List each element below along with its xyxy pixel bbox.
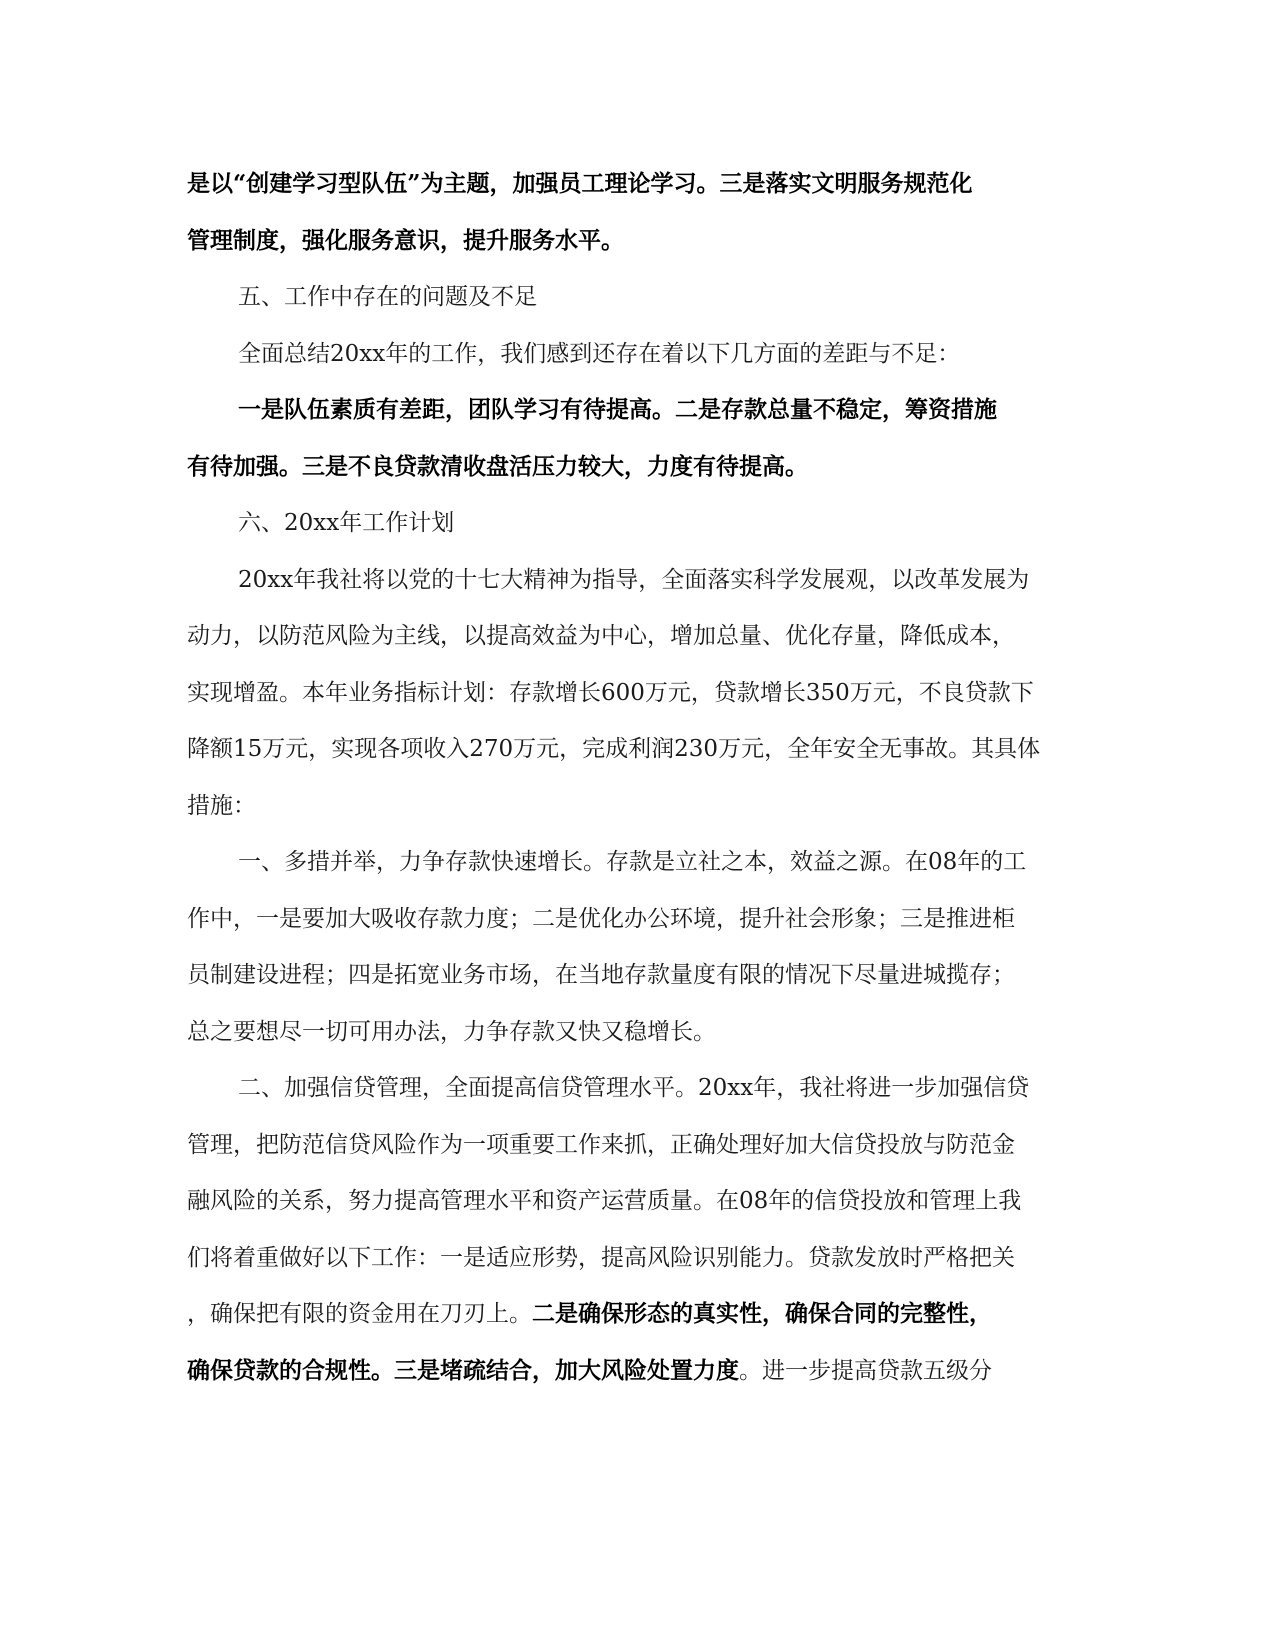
- body-text-line: 降额15万元，实现各项收入270万元，完成利润230万元，全年安全无事故。其具体: [187, 736, 1041, 762]
- body-text-line: 作中，一是要加大吸收存款力度；二是优化办公环境，提升社会形象；三是推进柜: [187, 906, 1015, 932]
- body-text-line: 确保贷款的合规性。三是堵疏结合，加大风险处置力度。进一步提高贷款五级分: [187, 1357, 992, 1384]
- bold-text-run: 确保贷款的合规性。三是堵疏结合，加大风险处置力度: [187, 1357, 739, 1384]
- body-text-line: ，确保把有限的资金用在刀刃上。二是确保形态的真实性，确保合同的完整性，: [187, 1300, 992, 1327]
- bold-text-run: 二是确保形态的真实性，确保合同的完整性，: [532, 1300, 992, 1327]
- section-heading: 五、工作中存在的问题及不足: [238, 284, 537, 310]
- body-text-line: 融风险的关系，努力提高管理水平和资产运营质量。在08年的信贷投放和管理上我: [187, 1188, 1022, 1214]
- body-text-line: 员制建设进程；四是拓宽业务市场，在当地存款量度有限的情况下尽量进城揽存；: [187, 962, 1015, 988]
- body-text-line: 总之要想尽一切可用办法，力争存款又快又稳增长。: [187, 1019, 716, 1045]
- section-heading: 六、20xx年工作计划: [238, 510, 455, 536]
- body-text-line: 动力，以防范风险为主线，以提高效益为中心，增加总量、优化存量，降低成本，: [187, 623, 1015, 649]
- body-text-line: 20xx年我社将以党的十七大精神为指导，全面落实科学发展观，以改革发展为: [238, 567, 1030, 593]
- body-text-line: 有待加强。三是不良贷款清收盘活压力较大，力度有待提高。: [187, 453, 808, 480]
- body-text-line: 一是队伍素质有差距，团队学习有待提高。二是存款总量不稳定，筹资措施: [238, 396, 997, 423]
- body-text-line: 实现增盈。本年业务指标计划：存款增长600万元，贷款增长350万元，不良贷款下: [187, 680, 1034, 706]
- body-text-line: 是以“创建学习型队伍”为主题，加强员工理论学习。三是落实文明服务规范化: [187, 170, 973, 197]
- body-text-line: 措施：: [187, 793, 256, 819]
- body-text-line: 二、加强信贷管理，全面提高信贷管理水平。20xx年，我社将进一步加强信贷: [238, 1075, 1030, 1101]
- body-text-line: 一、多措并举，力争存款快速增长。存款是立社之本，效益之源。在08年的工: [238, 849, 1027, 875]
- body-text-line: 管理制度，强化服务意识，提升服务水平。: [187, 227, 624, 254]
- body-text-line: 管理，把防范信贷风险作为一项重要工作来抓，正确处理好加大信贷投放与防范金: [187, 1132, 1015, 1158]
- body-text-line: 全面总结20xx年的工作，我们感到还存在着以下几方面的差距与不足：: [238, 341, 961, 367]
- body-text-line: 们将着重做好以下工作：一是适应形势，提高风险识别能力。贷款发放时严格把关: [187, 1245, 1015, 1271]
